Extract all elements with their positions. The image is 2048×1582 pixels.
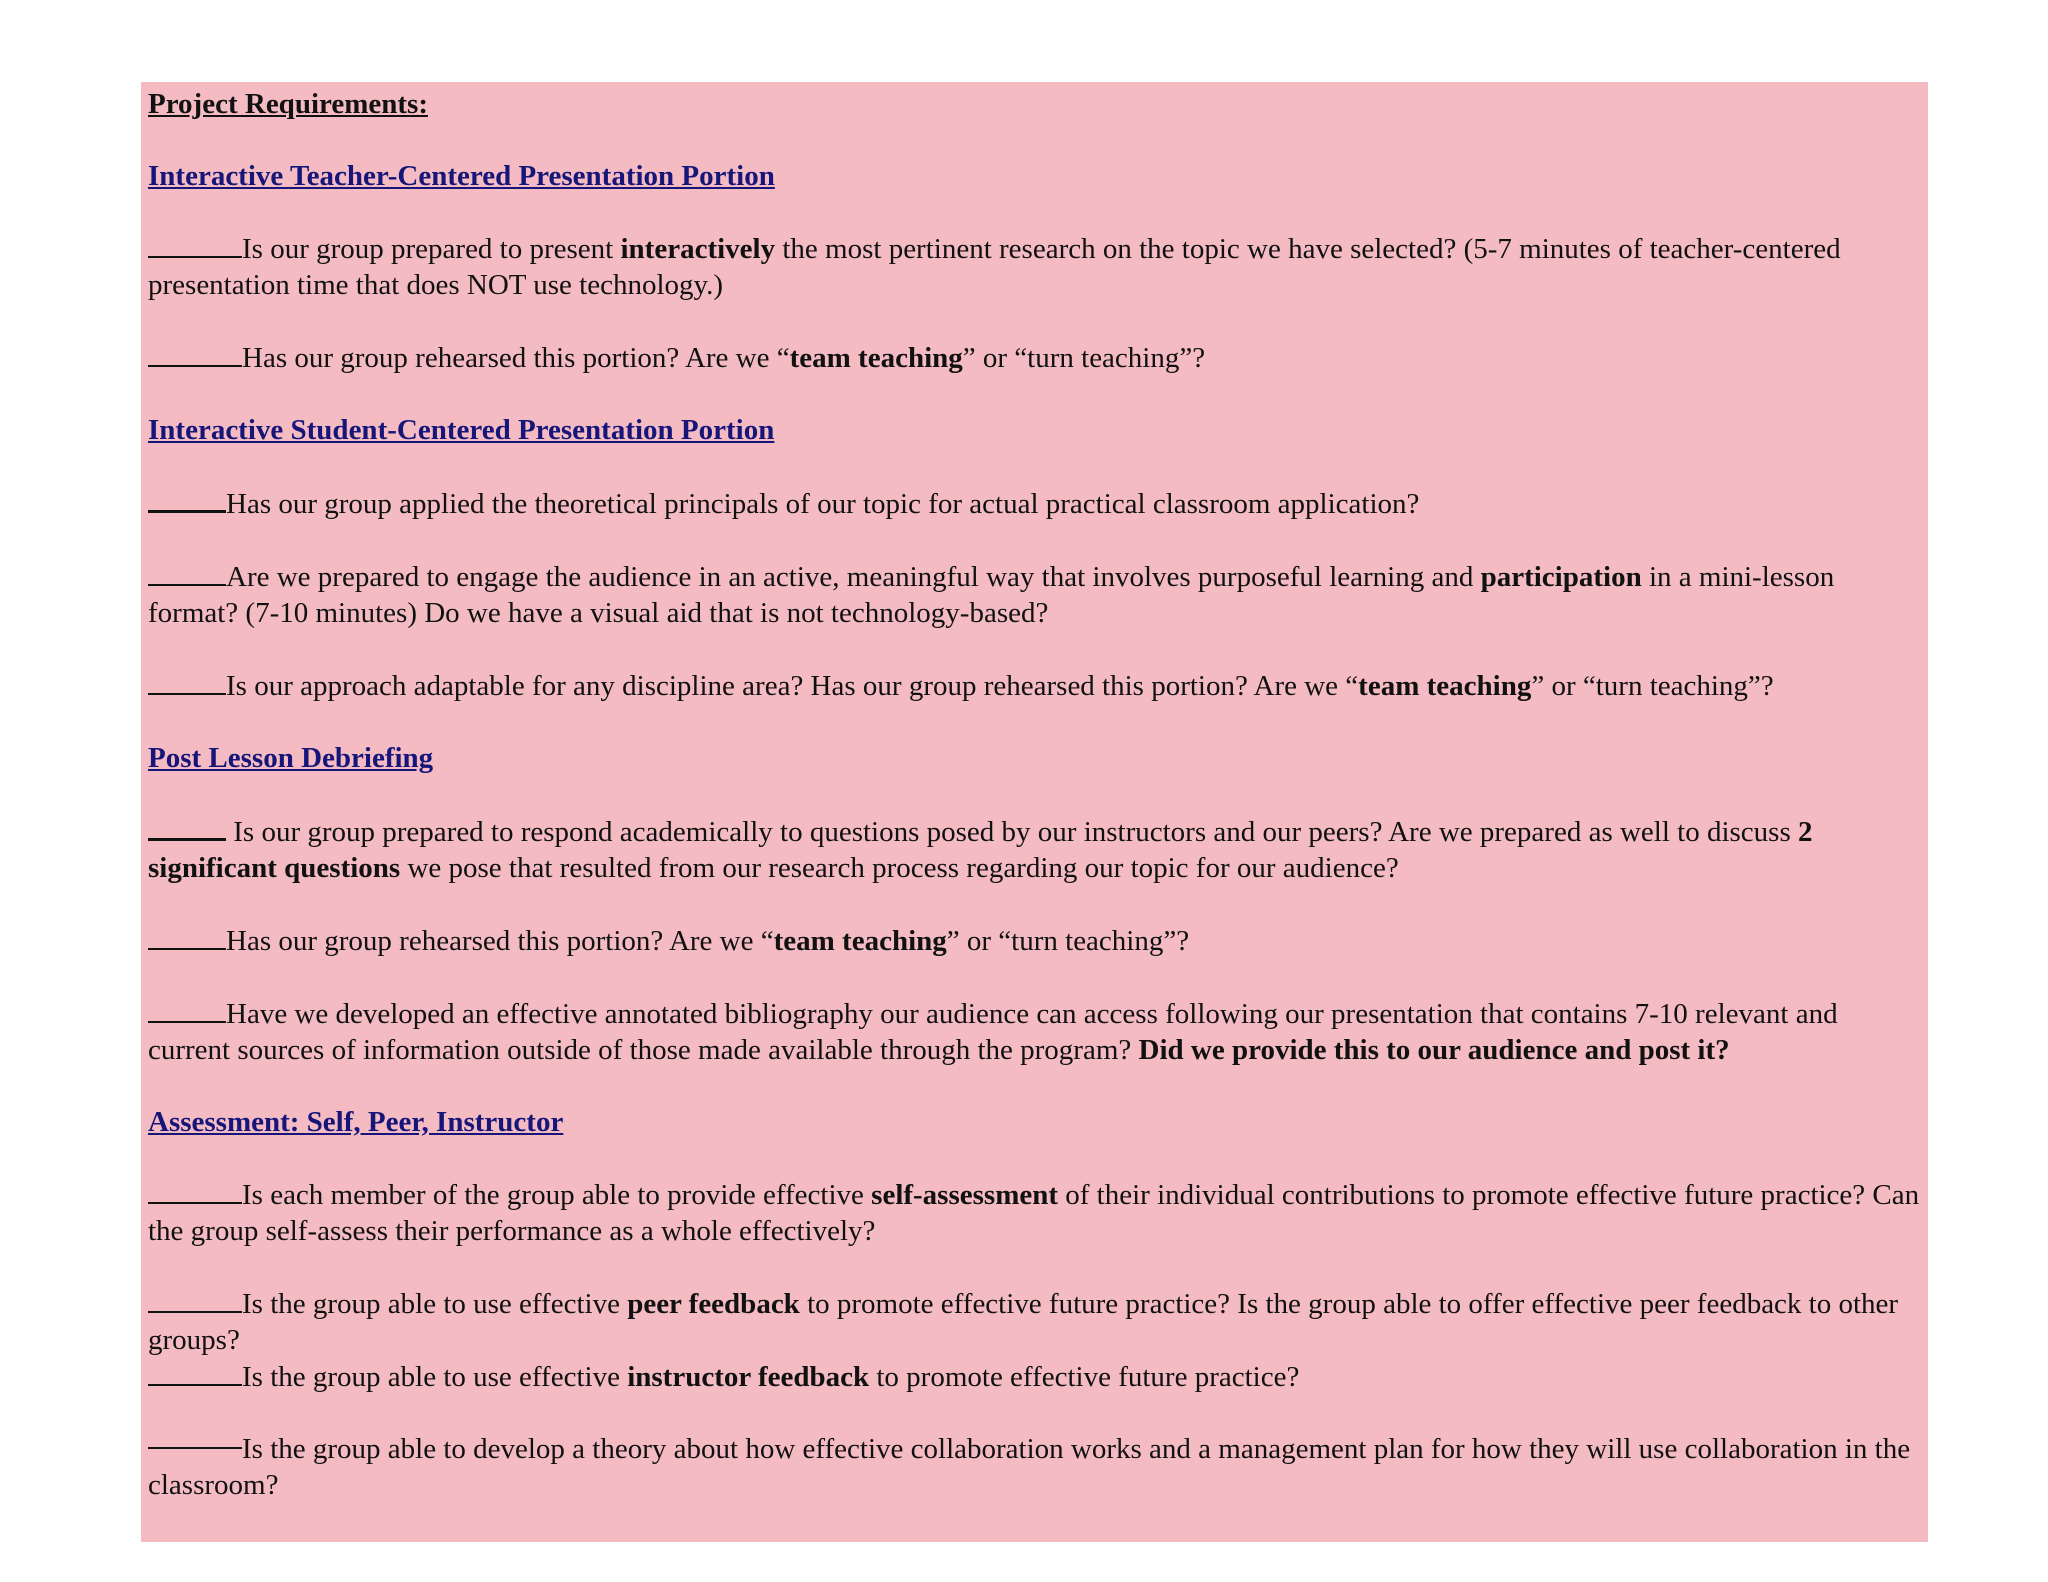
checkbox-blank[interactable] — [148, 1285, 242, 1313]
checkbox-blank[interactable] — [148, 1447, 242, 1449]
requirements-panel — [141, 82, 1928, 1542]
item-text: Is the group able to use effective — [242, 1361, 628, 1393]
item-emphasis: team teaching — [773, 925, 947, 957]
item-emphasis: 2 significant questions — [148, 816, 1813, 884]
page-title: Project Requirements: — [148, 88, 428, 120]
checkbox-blank[interactable] — [148, 1358, 242, 1386]
checkbox-blank[interactable] — [148, 922, 226, 950]
item-emphasis: team teaching — [789, 342, 963, 374]
checklist-item — [148, 484, 1922, 522]
item-emphasis: instructor feedback — [627, 1361, 870, 1393]
item-text: Is each member of the group able to provide effective — [242, 1179, 872, 1211]
checklist-item — [148, 1431, 1922, 1503]
item-text: Have we developed an effective annotated bibliography our audience can access following our presentation that contains 7-10 relevant and current sources of information outside of those made available through the program? — [148, 998, 1838, 1066]
item-text: to promote effective future practice? — [869, 1361, 1300, 1393]
item-text: Are we prepared to engage the audience in an active, meaningful way that involves purposeful learning and — [226, 561, 1481, 593]
checklist-item — [148, 1176, 1922, 1249]
checkbox-blank[interactable] — [148, 812, 226, 841]
item-text: Is the group able to develop a theory about how effective collaboration works and a management plan for how they will use collaboration in the classroom? — [148, 1433, 1911, 1501]
item-text: ” or “turn teaching”? — [946, 925, 1190, 957]
checkbox-blank[interactable] — [148, 1176, 242, 1204]
checklist-item — [148, 1285, 1922, 1358]
item-emphasis: team teaching — [1358, 670, 1532, 702]
checklist-item — [148, 995, 1922, 1068]
item-emphasis: interactively — [620, 233, 776, 265]
checkbox-blank[interactable] — [148, 667, 226, 695]
item-text: ” or “turn teaching”? — [962, 342, 1206, 374]
checkbox-blank[interactable] — [148, 230, 242, 258]
checklist-item — [148, 339, 1922, 376]
item-emphasis: Did we provide this to our audience and post it? — [1138, 1034, 1730, 1066]
checklist-item — [148, 230, 1922, 303]
item-text: in a mini-lesson format? (7-10 minutes) Do we have a visual aid that is not technology-based? — [148, 561, 1835, 629]
checkbox-blank[interactable] — [148, 995, 226, 1023]
item-text: of their individual contributions to promote effective future practice? Can the group self-assess their performance as a whole effectively? — [148, 1179, 1920, 1247]
item-emphasis: participation — [1480, 561, 1642, 593]
checklist-item — [148, 558, 1922, 631]
item-text: Has our group rehearsed this portion? Are we “ — [242, 342, 790, 374]
item-emphasis: peer feedback — [627, 1288, 800, 1320]
checklist-item — [148, 812, 1922, 886]
item-emphasis: self-assessment — [871, 1179, 1059, 1211]
item-text: Is our group prepared to present — [242, 233, 621, 265]
checkbox-blank[interactable] — [148, 339, 242, 367]
item-text: Is the group able to use effective — [242, 1288, 628, 1320]
item-text: we pose that resulted from our research process regarding our topic for our audience? — [400, 852, 1399, 884]
item-text: Is our approach adaptable for any discipline area? Has our group rehearsed this portion? Are we “ — [226, 670, 1359, 702]
checkbox-blank[interactable] — [148, 484, 226, 513]
item-text: Is our group prepared to respond academically to questions posed by our instructors and our peers? Are we prepared as well to discuss — [226, 816, 1799, 848]
item-text: Has our group applied the theoretical principals of our topic for actual practical classroom application? — [226, 488, 1420, 520]
checkbox-blank[interactable] — [148, 558, 226, 586]
item-text: the most pertinent research on the topic we have selected? (5-7 minutes of teacher-centered presentation time that does NOT use technology.) — [148, 233, 1841, 301]
section-heading-assessment: Assessment: Self, Peer, Instructor — [148, 1106, 564, 1138]
item-text: ” or “turn teaching”? — [1531, 670, 1774, 702]
checklist-item — [148, 667, 1922, 704]
section-heading-teacher-centered: Interactive Teacher-Centered Presentation Portion — [148, 160, 775, 192]
item-text: Has our group rehearsed this portion? Are we “ — [226, 925, 774, 957]
checklist-item — [148, 1358, 1922, 1395]
section-heading-student-centered: Interactive Student-Centered Presentation Portion — [148, 414, 775, 446]
section-heading-post-lesson: Post Lesson Debriefing — [148, 742, 434, 774]
checklist-item — [148, 922, 1922, 959]
item-text: to promote effective future practice? Is the group able to offer effective peer feedback to other groups? — [148, 1288, 1899, 1356]
